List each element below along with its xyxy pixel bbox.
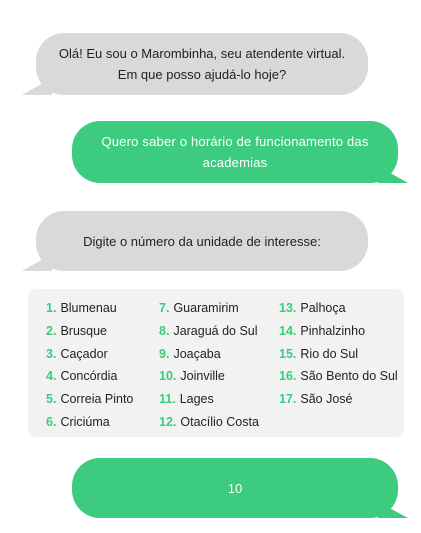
unit-option[interactable]: 3. Caçador — [46, 346, 108, 361]
unit-option[interactable]: 2. Brusque — [46, 323, 107, 338]
unit-option[interactable]: 15. Rio do Sul — [279, 346, 359, 361]
greeting-line-2: Em que posso ajudá-lo hoje? — [117, 67, 287, 82]
units-list-panel — [28, 289, 404, 437]
unit-option[interactable]: 13. Palhoça — [279, 301, 346, 315]
bot-prompt-bubble — [36, 211, 368, 271]
units-column-2 — [159, 297, 259, 434]
user-question-line-2: academias — [202, 155, 268, 170]
user-answer-text: 10 — [227, 480, 243, 496]
unit-option[interactable]: 14. Pinhalzinho — [279, 323, 366, 338]
unit-option[interactable]: 17. São José — [279, 392, 353, 407]
bot-prompt-text: Digite o número da unidade de interesse: — [83, 233, 321, 249]
unit-option[interactable]: 12. Otacílio Costa — [159, 414, 259, 429]
user-answer-bubble — [72, 458, 398, 518]
unit-option[interactable]: 9. Joaçaba — [159, 346, 221, 361]
units-column-3 — [279, 297, 398, 411]
unit-option[interactable]: 16. São Bento do Sul — [279, 369, 398, 384]
unit-option[interactable]: 8. Jaraguá do Sul — [159, 323, 258, 338]
unit-option[interactable]: 7. Guaramirim — [159, 301, 239, 315]
greeting-line-1: Olá! Eu sou o Marombinha, seu atendente virtual. — [58, 46, 346, 61]
unit-option[interactable]: 10. Joinville — [159, 369, 225, 384]
unit-option[interactable]: 6. Criciúma — [46, 414, 110, 429]
unit-option[interactable]: 4. Concórdia — [46, 369, 118, 384]
unit-option[interactable]: 1. Blumenau — [46, 301, 117, 315]
unit-option[interactable]: 11. Lages — [159, 392, 214, 407]
bot-greeting-bubble — [36, 33, 368, 95]
user-question-line-1: Quero saber o horário de funcionamento das — [101, 134, 369, 149]
unit-option[interactable]: 5. Correia Pinto — [46, 392, 134, 407]
units-column-1 — [46, 297, 133, 434]
user-question-bubble — [72, 121, 398, 183]
